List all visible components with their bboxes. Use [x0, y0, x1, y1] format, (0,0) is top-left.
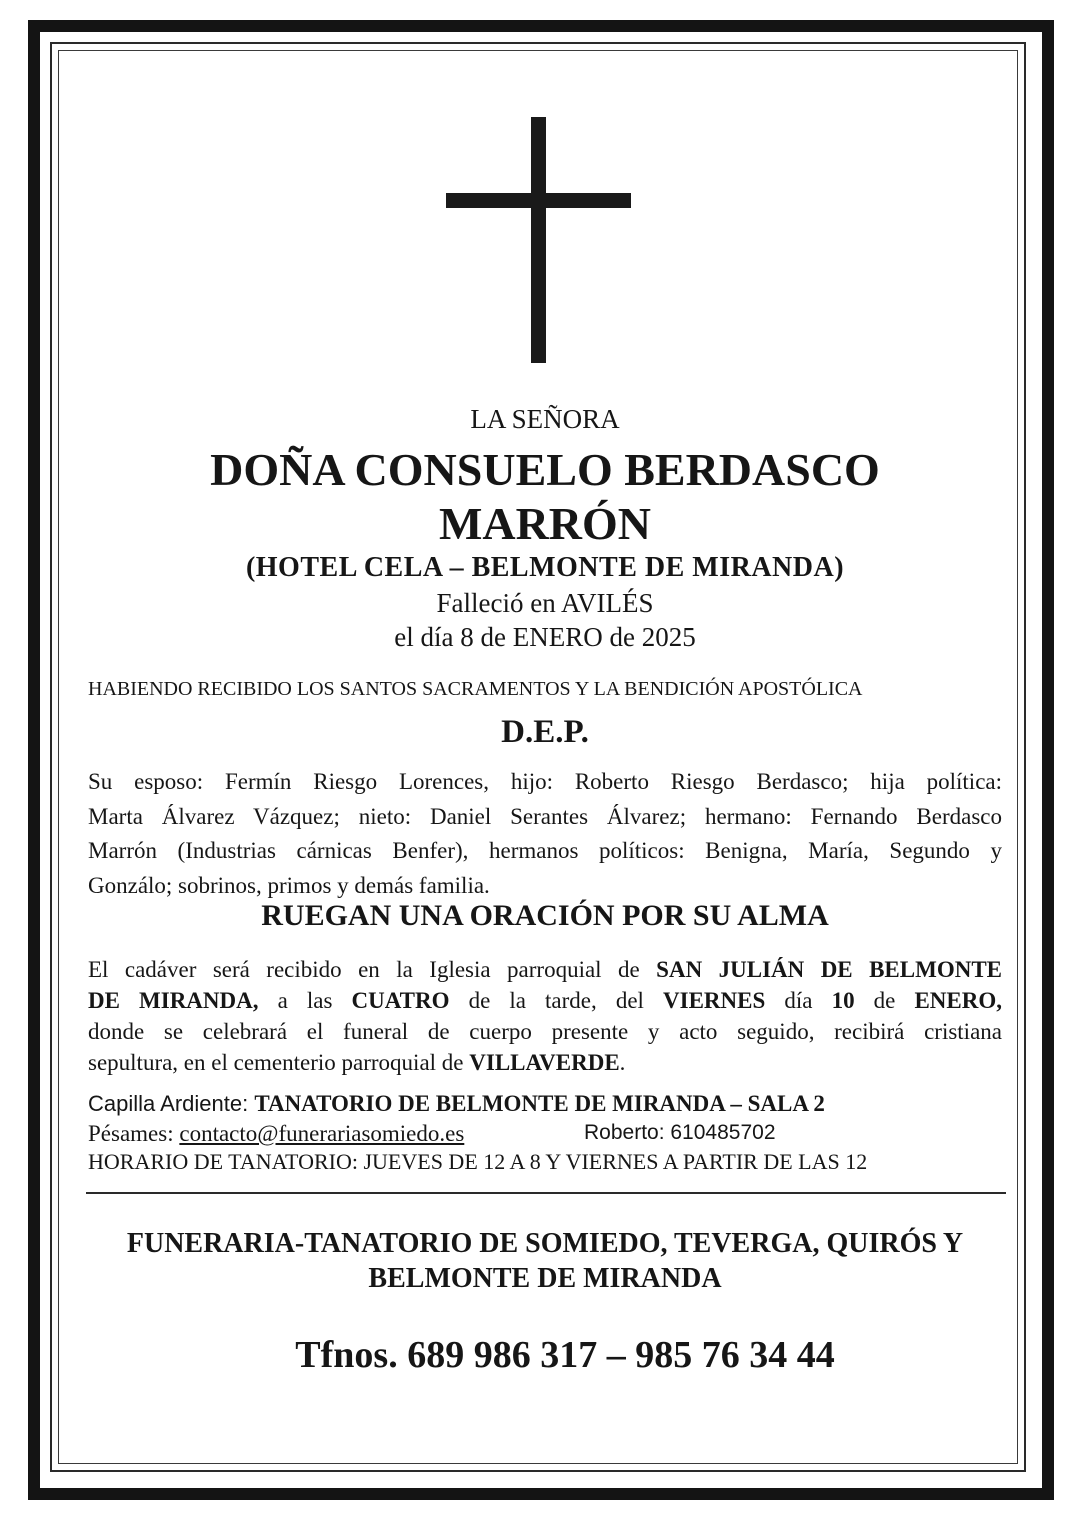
- company-phones: Tfnos. 689 986 317 – 985 76 34 44: [295, 1334, 835, 1376]
- family-line: Gonzálo; sobrinos, primos y demás familia.: [88, 872, 490, 898]
- family-line: Su esposo: Fermín Riesgo Lorences, hijo: Roberto Riesgo Berdasco; hija política:: [88, 769, 1002, 794]
- prayer-request: RUEGAN UNA ORACIÓN POR SU ALMA: [261, 899, 829, 932]
- family-line: Marrón (Industrias cárnicas Benfer), hermanos políticos: Benigna, María, Segundo y: [88, 838, 1002, 863]
- pesames-label: Pésames:: [88, 1121, 180, 1146]
- capilla-label: Capilla Ardiente:: [88, 1091, 255, 1116]
- affiliation: (HOTEL CELA – BELMONTE DE MIRANDA): [245, 552, 845, 583]
- dep: D.E.P.: [501, 714, 589, 750]
- deceased-name-line1: DOÑA CONSUELO BERDASCO: [210, 444, 880, 495]
- pesames-phone: Roberto: 610485702: [584, 1121, 776, 1144]
- capilla-value: TANATORIO DE BELMONTE DE MIRANDA – SALA 2: [254, 1091, 825, 1116]
- ceremony-line: DE MIRANDA, a las CUATRO de la tarde, del VIERNES día 10 de ENERO,: [88, 988, 1002, 1013]
- ceremony-line: donde se celebrará el funeral de cuerpo presente y acto seguido, recibirá cristiana: [88, 1019, 1002, 1044]
- capilla-ardiente: [88, 1091, 825, 1117]
- ceremony-line: El cadáver será recibido en la Iglesia parroquial de SAN JULIÁN DE BELMONTE: [88, 957, 1003, 982]
- ceremony-line: sepultura, en el cementerio parroquial de VILLAVERDE.: [88, 1050, 626, 1075]
- death-place: Falleció en AVILÉS: [436, 588, 654, 618]
- divider: [86, 1192, 1006, 1194]
- pesames: [88, 1121, 464, 1147]
- title-la-senora: LA SEÑORA: [470, 404, 620, 434]
- email-link[interactable]: contacto@funerariasomiedo.es: [179, 1121, 465, 1146]
- deceased-name-line2: MARRÓN: [438, 498, 652, 549]
- cross-icon-bar: [446, 193, 631, 208]
- cross-icon: [531, 117, 546, 363]
- company-line2: BELMONTE DE MIRANDA: [368, 1263, 722, 1294]
- ceremony-paragraph: [88, 954, 1002, 1078]
- family-paragraph: [88, 765, 1002, 903]
- tanatorio-schedule: HORARIO DE TANATORIO: JUEVES DE 12 A 8 Y VIERNES A PARTIR DE LAS 12: [88, 1149, 868, 1174]
- family-line: Marta Álvarez Vázquez; nieto: Daniel Serantes Álvarez; hermano: Fernando Berdasco: [88, 803, 1002, 829]
- death-date: el día 8 de ENERO de 2025: [394, 622, 696, 652]
- company-line1: FUNERARIA-TANATORIO DE SOMIEDO, TEVERGA, QUIRÓS Y: [126, 1228, 964, 1259]
- sacraments-line: HABIENDO RECIBIDO LOS SANTOS SACRAMENTOS Y LA BENDICIÓN APOSTÓLICA: [88, 678, 863, 700]
